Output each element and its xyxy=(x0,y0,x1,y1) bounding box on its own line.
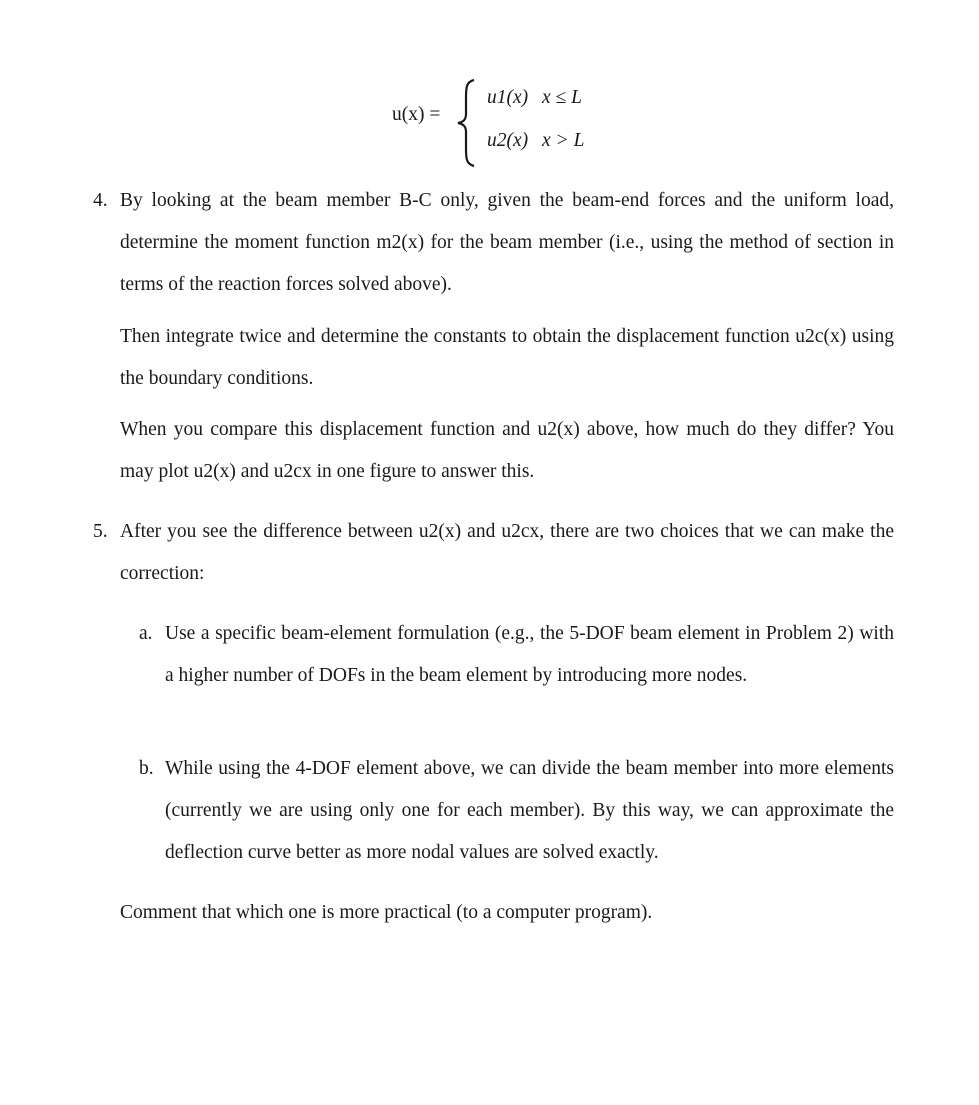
item-number-5: 5. xyxy=(93,521,108,542)
case-2-condition: x > L xyxy=(542,130,585,151)
left-brace xyxy=(454,78,478,168)
case-row-2 xyxy=(487,130,585,152)
item-4-paragraph-1: By looking at the beam member B-C only, given the beam-end forces and the uniform load, determine the moment function m2(x) for the beam member (i.e., using the method of section in terms of the reaction forces solved above). xyxy=(120,190,894,295)
case-1-expr: u1(x) xyxy=(487,87,529,108)
item-4-paragraph-2: Then integrate twice and determine the constants to obtain the displacement function u2c(x) using the boundary conditions. xyxy=(120,326,894,389)
subitem-label-a: a. xyxy=(139,623,153,644)
case-row-1 xyxy=(487,87,582,109)
case-2-expr: u2(x) xyxy=(487,130,529,151)
equation-lhs: u(x) = xyxy=(392,104,441,125)
item-5-closing: Comment that which one is more practical (to a computer program). xyxy=(120,902,653,923)
subitem-b-text: While using the 4-DOF element above, we can divide the beam member into more elements (currently we are using only one for each member). By this way, we can approximate the deflection curve better as more nodal values are solved exactly. xyxy=(165,758,894,863)
item-4-paragraph-3: When you compare this displacement function and u2(x) above, how much do they differ? You may plot u2(x) and u2cx in one figure to answer this. xyxy=(120,419,894,482)
item-5-paragraph-1: After you see the difference between u2(x) and u2cx, there are two choices that we can make the correction: xyxy=(120,521,894,584)
subitem-a-text: Use a specific beam-element formulation (e.g., the 5-DOF beam element in Problem 2) with a higher number of DOFs in the beam element by introducing more nodes. xyxy=(165,623,894,686)
item-number-4: 4. xyxy=(93,190,108,211)
subitem-label-b: b. xyxy=(139,758,154,779)
piecewise-equation xyxy=(392,78,652,168)
case-1-condition: x ≤ L xyxy=(542,87,582,108)
